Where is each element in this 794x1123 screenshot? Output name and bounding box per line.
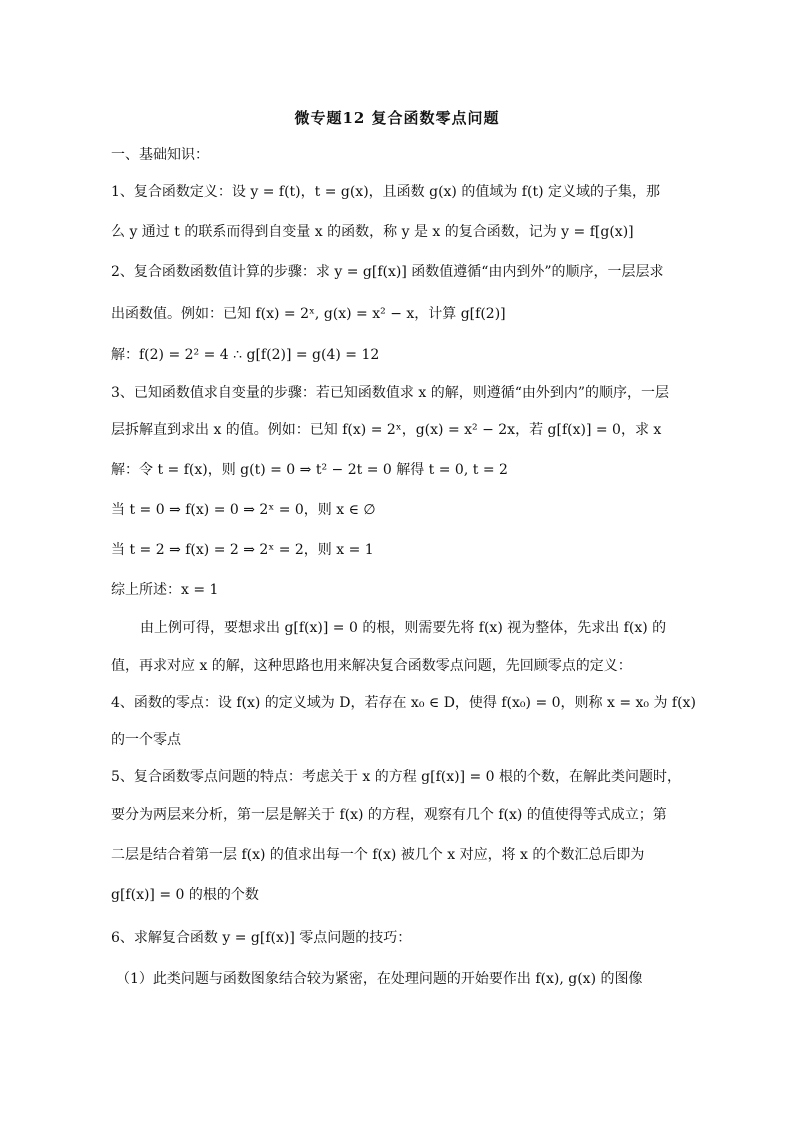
text-line: （1）此类问题与函数图象结合较为紧密，在处理问题的开始要作出 f(x), g(x) 的图像: [116, 971, 643, 987]
text-line: 的一个零点: [111, 732, 181, 748]
text-line: 二层是结合着第一层 f(x) 的值求出每一个 f(x) 被几个 x 对应，将 x 的个数汇总后即为: [111, 847, 645, 863]
text-line: 由上例可得，要想求出 g[f(x)] = 0 的根，则需要先将 f(x) 视为整体，先求出 f(x) 的: [140, 620, 667, 636]
page-title: 微专题12 复合函数零点问题: [294, 109, 500, 127]
text-line: 5、复合函数零点问题的特点：考虑关于 x 的方程 g[f(x)] = 0 根的个数，在解此类问题时，: [111, 769, 682, 785]
text-line: 当 t = 2 ⇒ f(x) = 2 ⇒ 2ˣ = 2，则 x = 1: [111, 542, 374, 558]
text-line: g[f(x)] = 0 的根的个数: [111, 887, 259, 903]
text-line: 值，再求对应 x 的解，这种思路也用来解决复合函数零点问题，先回顾零点的定义：: [111, 658, 632, 674]
text-line: 4、函数的零点：设 f(x) 的定义域为 D，若存在 x₀ ∈ D，使得 f(x₀) = 0，则称 x = x₀ 为 f(x): [111, 695, 696, 711]
text-line: 层拆解直到求出 x 的值。例如：已知 f(x) = 2ˣ，g(x) = x² − 2x，若 g[f(x)] = 0，求 x: [111, 422, 662, 438]
text-line: 2、复合函数函数值计算的步骤：求 y = g[f(x)] 函数值遵循“由内到外”的顺序，一层层求: [111, 264, 664, 280]
text-line: 当 t = 0 ⇒ f(x) = 0 ⇒ 2ˣ = 0，则 x ∈ ∅: [111, 502, 376, 518]
text-line: 解：令 t = f(x)，则 g(t) = 0 ⇒ t² − 2t = 0 解得 t = 0, t = 2: [111, 462, 508, 478]
text-line: 出函数值。例如：已知 f(x) = 2ˣ, g(x) = x² − x，计算 g[f(2)]: [111, 306, 506, 322]
section-heading: 一、基础知识：: [111, 147, 209, 163]
text-line: 3、已知函数值求自变量的步骤：若已知函数值求 x 的解，则遵循“由外到内”的顺序，一层: [111, 385, 670, 401]
text-line: 要分为两层来分析，第一层是解关于 f(x) 的方程，观察有几个 f(x) 的值使得等式成立；第: [111, 807, 667, 823]
text-line: 么 y 通过 t 的联系而得到自变量 x 的函数，称 y 是 x 的复合函数，记为 y = f[g(x)]: [111, 224, 634, 240]
text-line: 1、复合函数定义：设 y = f(t)，t = g(x)，且函数 g(x) 的值域为 f(t) 定义域的子集，那: [111, 184, 660, 200]
text-line: 解：f(2) = 2² = 4 ∴ g[f(2)] = g(4) = 12: [111, 347, 380, 363]
text-line: 6、求解复合函数 y = g[f(x)] 零点问题的技巧：: [111, 930, 412, 946]
text-line: 综上所述：x = 1: [111, 582, 219, 598]
